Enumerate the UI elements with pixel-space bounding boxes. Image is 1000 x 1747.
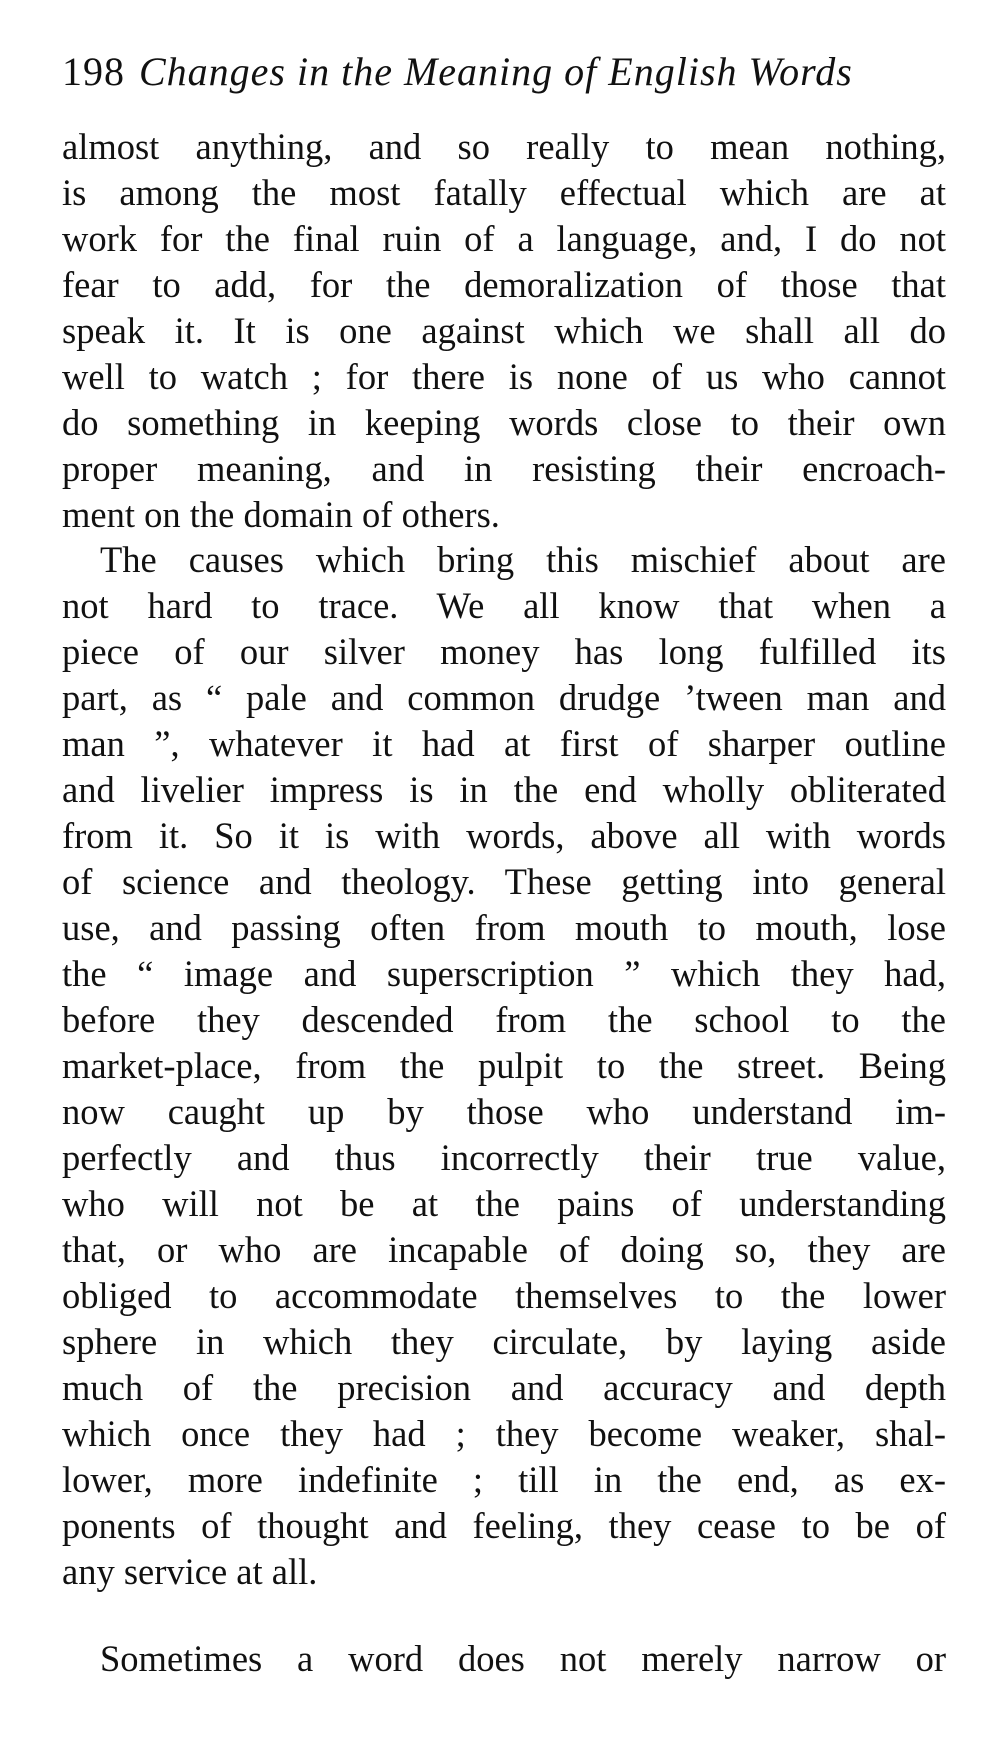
text-line: do something in keeping words close to their own	[62, 402, 946, 443]
text-line: man ”, whatever it had at first of sharper outline	[62, 723, 946, 764]
text-line: much of the precision and accuracy and depth	[62, 1367, 946, 1408]
text-line: of science and theology. These getting into general	[62, 861, 946, 902]
text-line: obliged to accommodate themselves to the lower	[62, 1275, 946, 1316]
text-line: almost anything, and so really to mean nothing,	[62, 126, 946, 167]
page-number: 198	[62, 49, 125, 94]
text-line: sphere in which they circulate, by laying aside	[62, 1321, 946, 1362]
text-line: The causes which bring this mischief about are	[100, 539, 946, 580]
text-line: perfectly and thus incorrectly their true value,	[62, 1137, 946, 1178]
text-line: part, as “ pale and common drudge ’tween man and	[62, 677, 946, 718]
text-line: Sometimes a word does not merely narrow or	[100, 1638, 946, 1679]
text-line: the “ image and superscription ” which they had,	[62, 953, 946, 994]
text-line: not hard to trace. We all know that when a	[62, 585, 946, 626]
paragraph-2	[62, 537, 946, 1595]
text-line: market-place, from the pulpit to the street. Being	[62, 1045, 946, 1086]
text-line: piece of our silver money has long fulfilled its	[62, 631, 946, 672]
text-line: any service at all.	[62, 1551, 318, 1592]
text-line: which once they had ; they become weaker, shal-	[62, 1413, 946, 1454]
text-line: work for the final ruin of a language, and, I do not	[62, 218, 946, 259]
text-line: use, and passing often from mouth to mouth, lose	[62, 907, 946, 948]
running-title: Changes in the Meaning of English Words	[139, 49, 853, 94]
text-line: and livelier impress is in the end wholly obliterated	[62, 769, 946, 810]
text-line: fear to add, for the demoralization of those that	[62, 264, 946, 305]
text-line: proper meaning, and in resisting their encroach-	[62, 448, 946, 489]
text-line: speak it. It is one against which we shall all do	[62, 310, 946, 351]
text-line: from it. So it is with words, above all with words	[62, 815, 946, 856]
paragraph-3	[62, 1636, 946, 1682]
text-line: ment on the domain of others.	[62, 494, 500, 535]
text-line: now caught up by those who understand im-	[62, 1091, 946, 1132]
text-line: is among the most fatally effectual which are at	[62, 172, 946, 213]
text-line: ponents of thought and feeling, they cease to be of	[62, 1505, 946, 1546]
text-line: lower, more indefinite ; till in the end, as ex-	[62, 1459, 946, 1500]
text-line: before they descended from the school to the	[62, 999, 946, 1040]
text-line: that, or who are incapable of doing so, they are	[62, 1229, 946, 1270]
paragraph-1	[62, 124, 946, 538]
running-head	[62, 44, 952, 100]
text-line: well to watch ; for there is none of us who cannot	[62, 356, 946, 397]
text-line: who will not be at the pains of understanding	[62, 1183, 946, 1224]
